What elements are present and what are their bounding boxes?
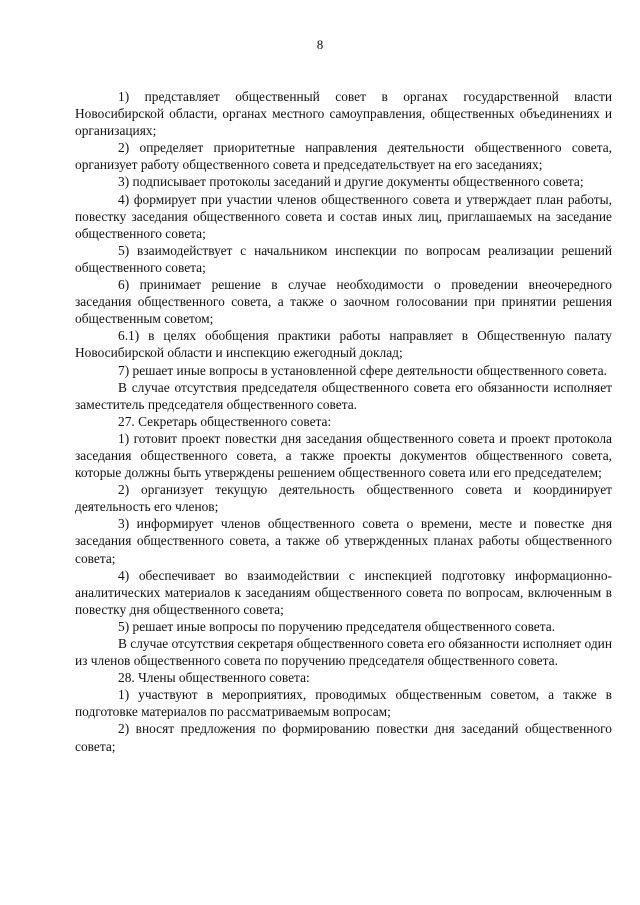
paragraph: В случае отсутствия секретаря общественного совета его обязанности исполняет один из членов общественного совета по поручению председателя общественного совета. xyxy=(75,636,612,669)
paragraph: 5) взаимодействует с начальником инспекции по вопросам реализации решений общественного совета; xyxy=(75,242,612,275)
paragraph: 5) решает иные вопросы по поручению председателя общественного совета. xyxy=(118,618,556,634)
paragraph: 2) организует текущую деятельность общественного совета и координирует деятельность его членов; xyxy=(75,482,612,515)
paragraph: 3) информирует членов общественного совета о времени, месте и повестке дня заседания общественного совета, а также об утвержденных планах работы общественного совета; xyxy=(75,516,612,566)
paragraph: 7) решает иные вопросы в установленной сфере деятельности общественного совета. xyxy=(118,362,607,378)
paragraph: В случае отсутствия председателя общественного совета его обязанности исполняет заместитель председателя общественного совета. xyxy=(75,379,612,412)
paragraph: 1) готовит проект повестки дня заседания общественного совета и проект протокола заседания общественного совета, а также проекты документов общественного совета, которые должны быть утверждены решением общественного совета или его председателем; xyxy=(75,430,612,481)
paragraph: 4) обеспечивает во взаимодействии с инспекцией подготовку информационно-аналитических материалов к заседаниям общественного совета по вопросам, включенным в повестку дня общественного совета; xyxy=(75,567,612,617)
paragraph: 2) определяет приоритетные направления деятельности общественного совета, организует работу общественного совета и председательствует на его заседаниях; xyxy=(75,140,612,173)
paragraph: 1) представляет общественный совет в органах государственной власти Новосибирской области, органах местного самоуправления, общественных объединениях и организациях; xyxy=(75,89,612,139)
section-heading-27: 27. Секретарь общественного совета: xyxy=(118,413,332,429)
page-number: 8 xyxy=(316,37,324,52)
paragraph: 4) формирует при участии членов общественного совета и утверждает план работы, повестку заседания общественного совета и состав иных лиц, приглашаемых на заседание общественного совета; xyxy=(75,191,612,241)
paragraph: 6) принимает решение в случае необходимости о проведении внеочередного заседания общественного совета, а также о заочном голосовании при принятии решения общественным советом; xyxy=(75,277,612,327)
document-body xyxy=(75,88,612,755)
paragraph: 3) подписывает протоколы заседаний и другие документы общественного совета; xyxy=(118,174,584,190)
section-heading-28: 28. Члены общественного совета: xyxy=(118,670,310,686)
paragraph: 2) вносят предложения по формированию повестки дня заседаний общественного совета; xyxy=(75,721,612,754)
paragraph: 6.1) в целях обобщения практики работы направляет в Общественную палату Новосибирской области и инспекцию ежегодный доклад; xyxy=(75,328,612,361)
paragraph: 1) участвуют в мероприятиях, проводимых общественным советом, а также в подготовке материалов по рассматриваемым вопросам; xyxy=(75,687,612,720)
